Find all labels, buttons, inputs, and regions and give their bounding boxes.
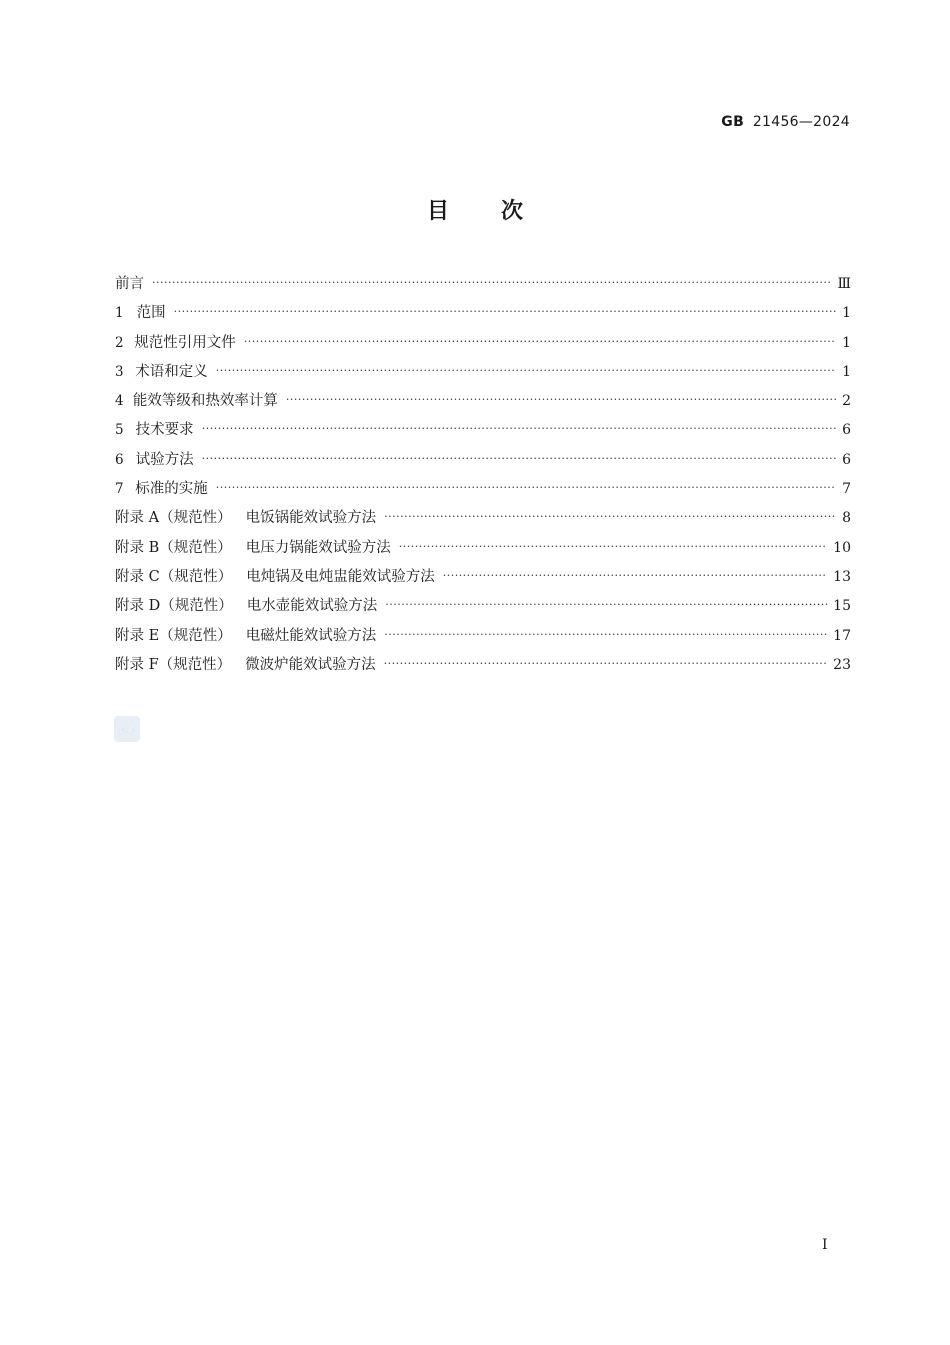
toc-entry-2[interactable] [115,331,851,360]
toc-annex-prefix: 附录 F（规范性） [115,656,232,673]
toc-entry-label: 电水壶能效试验方法 [246,598,378,615]
toc-page-number: 8 [842,510,851,527]
page-title: 目次 [426,199,575,224]
toc-entry-label: 前言 [115,276,144,292]
toc-section-number: 6 [115,451,124,468]
toc-entry-annex-b[interactable] [115,536,851,565]
toc-leader-dots [216,364,836,377]
toc-entry-label: 规范性引用文件 [134,334,236,351]
standard-prefix: GB [721,114,745,130]
toc-leader-dots [152,276,831,289]
toc-leader-dots [174,305,837,318]
toc-entry-5[interactable] [115,418,851,447]
toc-entry-annex-d[interactable] [115,594,851,623]
toc-annex-prefix: 附录 A（规范性） [115,510,232,527]
sac-logo-text: SAC [119,726,135,734]
toc-leader-dots [244,335,836,348]
toc-annex-prefix: 附录 C（规范性） [115,568,233,585]
toc-leader-dots [384,657,828,670]
toc-entry-label: 范围 [136,305,166,322]
toc-entry-6[interactable] [115,448,851,477]
toc-leader-dots [385,598,827,611]
toc-entry-label: 微波炉能效试验方法 [245,656,376,673]
toc-entry-label: 电炖锅及电炖盅能效试验方法 [246,568,435,585]
toc-entry-annex-e[interactable] [115,624,851,653]
table-of-contents [115,272,851,682]
sac-logo-graphic [116,723,138,735]
toc-entry-label: 电压力锅能效试验方法 [245,539,391,556]
toc-annex-prefix: 附录 D（规范性） [115,598,233,615]
toc-entry-1[interactable] [115,301,851,330]
toc-annex-prefix: 附录 B（规范性） [115,539,232,556]
toc-entry-label: 电饭锅能效试验方法 [245,510,377,527]
toc-page-number: 7 [842,481,851,498]
toc-page-number: 17 [833,627,851,644]
toc-entry-annex-f[interactable] [115,653,851,682]
toc-section-number: 1 [115,305,124,322]
toc-page-number: 1 [842,305,851,322]
toc-leader-dots [202,422,836,435]
toc-entry-7[interactable] [115,477,851,506]
standard-number [721,114,850,130]
toc-page-number: 23 [833,656,851,673]
toc-page-number: 13 [833,568,851,585]
toc-entry-label: 电磁灶能效试验方法 [245,627,377,644]
toc-page-number: 1 [842,334,851,351]
toc-section-number: 5 [115,422,124,439]
toc-annex-prefix: 附录 E（规范性） [115,627,232,644]
toc-entry-label: 技术要求 [135,422,194,439]
toc-section-number: 7 [115,481,124,498]
toc-page-number: 2 [842,393,851,410]
toc-page-number: 6 [842,451,851,468]
toc-leader-dots [216,481,836,494]
toc-entry-label: 术语和定义 [135,363,208,380]
toc-section-number: 2 [115,334,124,351]
toc-leader-dots [286,393,836,406]
toc-entry-4[interactable] [115,389,851,418]
toc-entry-3[interactable] [115,360,851,389]
toc-entry-foreword[interactable] [115,272,851,301]
sac-logo-icon [114,716,140,742]
toc-leader-dots [384,628,827,641]
toc-page-number: Ⅲ [837,276,851,292]
standard-code: 21456—2024 [752,114,850,130]
toc-entry-annex-c[interactable] [115,565,851,594]
toc-leader-dots [202,452,836,465]
toc-page-number: 6 [842,422,851,439]
toc-page-number: 10 [833,539,851,556]
toc-page-number: 15 [833,598,851,615]
toc-entry-label: 标准的实施 [135,481,208,498]
toc-leader-dots [443,569,827,582]
toc-entry-annex-a[interactable] [115,506,851,535]
toc-section-number: 4 [115,393,124,410]
toc-leader-dots [384,510,836,523]
toc-page-number: 1 [842,363,851,380]
page-number: I [822,1237,828,1253]
toc-entry-label: 试验方法 [135,451,194,468]
toc-leader-dots [399,540,827,553]
toc-entry-label: 能效等级和热效率计算 [132,393,278,410]
toc-section-number: 3 [115,363,124,380]
